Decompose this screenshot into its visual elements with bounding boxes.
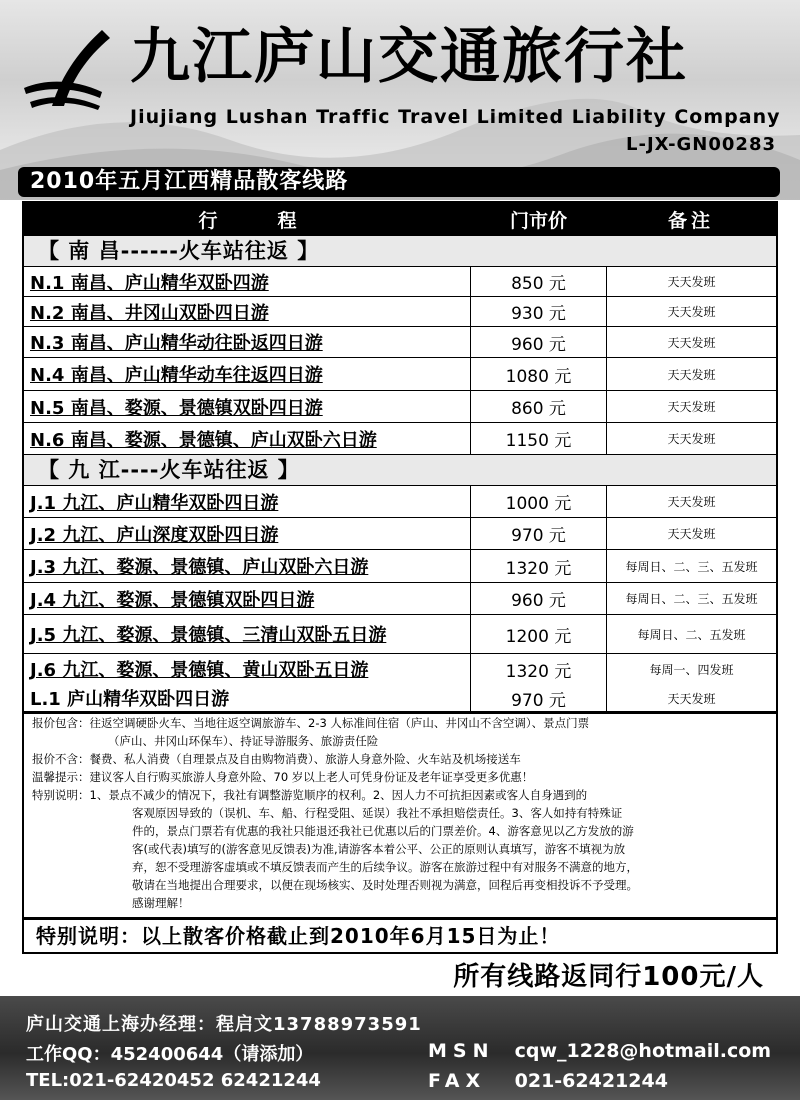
fax-label: FAX <box>428 1070 487 1092</box>
table-row <box>24 550 776 583</box>
route-note: 天天发班 <box>667 495 716 509</box>
route-name: J.4 九江、婺源、景德镇双卧四日游 <box>24 583 471 614</box>
route-price: 1080 元 <box>471 358 607 390</box>
price-included-line-2: （庐山、井冈山环保车）、持证导游服务、旅游责任险 <box>108 734 379 748</box>
route-price: 1320 元 <box>471 654 607 684</box>
table-row <box>24 391 776 423</box>
route-name: J.3 九江、婺源、景德镇、庐山双卧六日游 <box>24 550 471 582</box>
special-terms-line: 感谢理解！ <box>132 896 190 910</box>
route-note: 每周一、四发班 <box>649 662 734 677</box>
title-banner: 2010年五月江西精品散客线路 <box>18 167 780 197</box>
route-name: N.6 南昌、婺源、景德镇、庐山双卧六日游 <box>24 423 471 454</box>
route-note: 每周日、二、三、五发班 <box>625 592 758 606</box>
route-name: N.2 南昌、井冈山双卧四日游 <box>24 297 471 326</box>
fax-contact <box>428 1070 668 1092</box>
table-row <box>24 327 776 358</box>
company-name-cn: 九江庐山交通旅行社 <box>130 22 688 92</box>
price-deadline-note: 特别说明：以上散客价格截止到2010年6月15日为止！ <box>22 918 778 954</box>
route-name: J.1 九江、庐山精华双卧四日游 <box>24 486 471 517</box>
special-terms-line: 弃，恕不受理游客虚填或不填反馈表而产生的后续争议。游客在旅游过程中有对服务不满意的地方， <box>132 860 638 874</box>
manager-contact: 庐山交通上海办经理：程启文13788973591 <box>26 1014 422 1035</box>
msn-contact <box>428 1040 771 1062</box>
qq-contact: 工作QQ：452400644（请添加） <box>26 1044 314 1065</box>
route-name: N.5 南昌、婺源、景德镇双卧四日游 <box>24 391 471 422</box>
msn-value: cqw_1228@hotmail.com <box>514 1040 772 1062</box>
route-note: 天天发班 <box>667 275 716 289</box>
route-note: 每周日、二、五发班 <box>637 627 746 642</box>
route-note: 天天发班 <box>667 691 716 706</box>
special-terms-line: 客(或代表)填写的(游客意见反馈表)为准,请游客本着公平、公正的原则认真填写，游客不填视为放 <box>132 842 626 856</box>
table-row <box>24 684 776 712</box>
price-excluded-line: 报价不含：餐费、私人消费（自理景点及自由购物消费）、旅游人身意外险、火车站及机场接送车 <box>32 752 521 766</box>
route-price: 1150 元 <box>471 423 607 454</box>
route-note: 天天发班 <box>667 367 716 382</box>
section-nanchang: 【 南 昌------火车站往返 】 <box>24 236 776 267</box>
company-logo-icon <box>22 28 117 110</box>
special-terms-line: 敬请在当地提出合理要求，以便在现场核实、及时处理否则视为满意，回程后再变相投诉不予受理。 <box>132 878 638 892</box>
route-name: J.2 九江、庐山深度双卧四日游 <box>24 518 471 549</box>
msn-label: MSN <box>428 1040 495 1062</box>
route-price: 1200 元 <box>471 615 607 653</box>
route-price: 850 元 <box>471 267 607 296</box>
table-row <box>24 486 776 518</box>
route-note: 天天发班 <box>667 527 716 541</box>
route-name: N.4 南昌、庐山精华动车往返四日游 <box>24 358 471 390</box>
table-row <box>24 267 776 297</box>
contact-footer <box>0 996 800 1100</box>
table-row <box>24 423 776 455</box>
table-header <box>24 203 776 236</box>
route-note: 天天发班 <box>667 305 716 319</box>
table-row <box>24 297 776 327</box>
terms-info-box <box>22 711 778 919</box>
route-name: J.5 九江、婺源、景德镇、三清山双卧五日游 <box>24 615 471 653</box>
route-note: 每周日、二、三、五发班 <box>625 559 758 574</box>
route-name: L.1 庐山精华双卧四日游 <box>24 684 471 712</box>
route-price: 970 元 <box>471 518 607 549</box>
license-number: L-JX-GN00283 <box>626 134 776 155</box>
special-terms-line: 件的，景点门票若有优惠的我社只能退还我社已优惠以后的门票差价。4、游客意见以乙方发放的游 <box>132 824 634 838</box>
route-price: 960 元 <box>471 327 607 357</box>
company-name-en: Jiujiang Lushan Traffic Travel Limited Liability Company <box>130 106 781 128</box>
tel-contact: TEL:021-62420452 62421244 <box>26 1070 321 1091</box>
route-name: N.3 南昌、庐山精华动往卧返四日游 <box>24 327 471 357</box>
table-row <box>24 654 776 684</box>
route-price: 960 元 <box>471 583 607 614</box>
fax-value: 021-62421244 <box>514 1070 668 1092</box>
table-row <box>24 583 776 615</box>
col-route-header: 行程 <box>198 210 357 232</box>
col-price-header: 门市价 <box>509 210 567 232</box>
section-jiujiang: 【 九 江----火车站往返 】 <box>24 455 776 486</box>
rebate-note: 所有线路返同行100元/人 <box>453 962 764 992</box>
route-price: 860 元 <box>471 391 607 422</box>
table-row <box>24 518 776 550</box>
table-row <box>24 615 776 654</box>
route-note: 天天发班 <box>667 432 716 446</box>
price-included-line: 报价包含：往返空调硬卧火车、当地往返空调旅游车、2-3 人标准间住宿（庐山、井冈山不含空调）、景点门票 <box>32 716 590 730</box>
route-table <box>22 201 778 714</box>
route-price: 1000 元 <box>471 486 607 517</box>
tip-line: 温馨提示：建议客人自行购买旅游人身意外险、70 岁以上老人可凭身份证及老年证享受更多优惠！ <box>32 770 534 784</box>
route-note: 天天发班 <box>667 400 716 414</box>
special-terms-line: 客观原因导致的（误机、车、船、行程受阻、延误）我社不承担赔偿责任。3、客人如持有特殊证 <box>132 806 623 820</box>
route-note: 天天发班 <box>667 335 716 350</box>
route-price: 970 元 <box>471 684 607 712</box>
table-row <box>24 358 776 391</box>
route-name: N.1 南昌、庐山精华双卧四游 <box>24 267 471 296</box>
col-note-header: 备注 <box>667 210 714 232</box>
route-name: J.6 九江、婺源、景德镇、黄山双卧五日游 <box>24 654 471 684</box>
special-terms-line: 特别说明：1、景点不减少的情况下，我社有调整游览顺序的权利。2、因人力不可抗拒因素或客人自身遇到的 <box>32 788 588 802</box>
route-price: 930 元 <box>471 297 607 326</box>
route-price: 1320 元 <box>471 550 607 582</box>
header <box>0 0 800 165</box>
